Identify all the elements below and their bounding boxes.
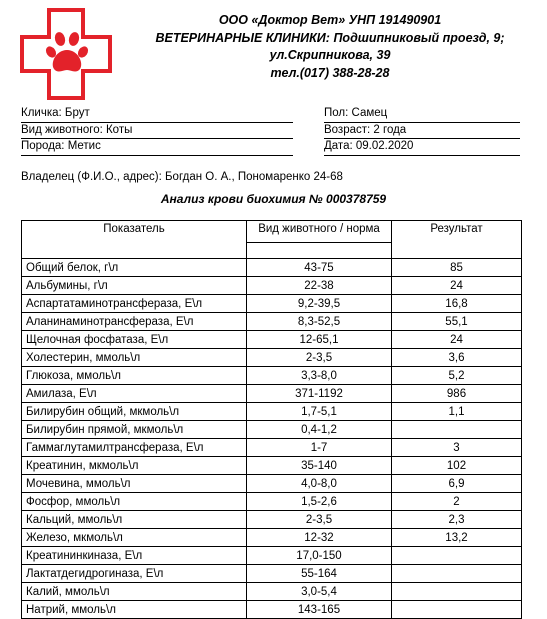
cell-norm: 35-140 [247, 457, 392, 475]
cell-parameter: Кальций, ммоль\л [22, 511, 247, 529]
clinic-address: ВЕТЕРИНАРНЫЕ КЛИНИКИ: Подшипниковый проезд, 9; [155, 30, 505, 45]
cell-parameter: Альбумины, г\л [22, 277, 247, 295]
cell-parameter: Креатининкиназа, Е\л [22, 547, 247, 565]
table-row [22, 403, 522, 421]
cell-result: 1,1 [392, 403, 522, 421]
results-body [22, 259, 522, 619]
cell-parameter: Аланинаминотрансфераза, Е\л [22, 313, 247, 331]
table-row [22, 295, 522, 313]
table-row [22, 313, 522, 331]
cell-norm: 1,5-2,6 [247, 493, 392, 511]
cell-norm: 0,4-1,2 [247, 421, 392, 439]
cell-result [392, 421, 522, 439]
table-row [22, 259, 522, 277]
patient-details [324, 106, 520, 156]
cell-parameter: Креатинин, мкмоль\л [22, 457, 247, 475]
table-row [22, 601, 522, 619]
clinic-name: ООО «Доктор Вет» УНП 191490901 [218, 13, 442, 27]
table-row [22, 511, 522, 529]
cell-norm: 2-3,5 [247, 511, 392, 529]
cell-norm: 12-65,1 [247, 331, 392, 349]
cell-result: 24 [392, 277, 522, 295]
results-table [21, 220, 522, 619]
cell-result: 5,2 [392, 367, 522, 385]
cell-parameter: Лактатдегидрогиназа, Е\л [22, 565, 247, 583]
table-row [22, 385, 522, 403]
cell-result: 102 [392, 457, 522, 475]
cell-parameter: Гаммаглутамилтрансфераза, Е\л [22, 439, 247, 457]
clinic-phone: тел.(017) 388-28-28 [270, 65, 390, 80]
cell-parameter: Натрий, ммоль\л [22, 601, 247, 619]
table-row [22, 529, 522, 547]
header-result: Результат [392, 221, 522, 259]
cell-norm: 143-165 [247, 601, 392, 619]
cell-norm: 43-75 [247, 259, 392, 277]
cell-result: 55,1 [392, 313, 522, 331]
cell-norm: 1-7 [247, 439, 392, 457]
cell-result: 85 [392, 259, 522, 277]
cell-norm: 55-164 [247, 565, 392, 583]
header-norm: Вид животного / норма [247, 221, 392, 243]
cell-parameter: Холестерин, ммоль\л [22, 349, 247, 367]
cell-result: 24 [392, 331, 522, 349]
cell-parameter: Аспартатаминотрансфераза, Е\л [22, 295, 247, 313]
cell-parameter: Амилаза, Е\л [22, 385, 247, 403]
cell-result: 3,6 [392, 349, 522, 367]
cell-norm: 17,0-150 [247, 547, 392, 565]
cell-result: 3 [392, 439, 522, 457]
cell-parameter: Железо, мкмоль\л [22, 529, 247, 547]
table-row [22, 457, 522, 475]
table-row [22, 331, 522, 349]
cell-result [392, 583, 522, 601]
report-title: Анализ крови биохимия № 000378759 [160, 192, 387, 206]
cell-norm: 371-1192 [247, 385, 392, 403]
table-row [22, 547, 522, 565]
cell-norm: 12-32 [247, 529, 392, 547]
cell-norm: 22-38 [247, 277, 392, 295]
patient-age: Возраст: 2 года [324, 123, 520, 140]
cell-norm: 2-3,5 [247, 349, 392, 367]
table-row [22, 421, 522, 439]
table-row [22, 367, 522, 385]
cell-parameter: Мочевина, ммоль\л [22, 475, 247, 493]
patient-sex: Пол: Самец [324, 106, 520, 123]
cell-parameter: Билирубин прямой, мкмоль\л [22, 421, 247, 439]
cell-norm: 3,3-8,0 [247, 367, 392, 385]
cell-parameter: Щелочная фосфатаза, Е\л [22, 331, 247, 349]
patient-breed: Порода: Метис [21, 139, 293, 156]
cell-norm: 8,3-52,5 [247, 313, 392, 331]
cell-result [392, 565, 522, 583]
cell-norm: 4,0-8,0 [247, 475, 392, 493]
table-row [22, 493, 522, 511]
cell-norm: 3,0-5,4 [247, 583, 392, 601]
cell-result: 16,8 [392, 295, 522, 313]
cell-result: 6,9 [392, 475, 522, 493]
table-row [22, 565, 522, 583]
cell-result: 2,3 [392, 511, 522, 529]
cell-parameter: Фосфор, ммоль\л [22, 493, 247, 511]
patient-species: Вид животного: Коты [21, 123, 293, 140]
header-parameter: Показатель [22, 221, 247, 259]
cell-norm: 1,7-5,1 [247, 403, 392, 421]
clinic-header [120, 12, 540, 82]
cell-parameter: Билирубин общий, мкмоль\л [22, 403, 247, 421]
patient-info [21, 106, 293, 156]
cell-result [392, 601, 522, 619]
cell-result: 2 [392, 493, 522, 511]
report-date: Дата: 09.02.2020 [324, 139, 520, 156]
owner-info: Владелец (Ф.И.О., адрес): Богдан О. А., Пономаренко 24-68 [21, 171, 343, 183]
patient-name: Кличка: Брут [21, 106, 293, 123]
header-norm-sub [247, 243, 392, 259]
table-header-row [22, 221, 522, 243]
cell-norm: 9,2-39,5 [247, 295, 392, 313]
table-row [22, 349, 522, 367]
cell-result: 986 [392, 385, 522, 403]
table-row [22, 583, 522, 601]
cell-result [392, 547, 522, 565]
table-row [22, 439, 522, 457]
cell-result: 13,2 [392, 529, 522, 547]
cell-parameter: Калий, ммоль\л [22, 583, 247, 601]
clinic-address-2: ул.Скрипникова, 39 [269, 48, 391, 62]
cell-parameter: Общий белок, г\л [22, 259, 247, 277]
table-row [22, 277, 522, 295]
cell-parameter: Глюкоза, ммоль\л [22, 367, 247, 385]
red-cross-paw-icon [20, 8, 112, 100]
table-row [22, 475, 522, 493]
